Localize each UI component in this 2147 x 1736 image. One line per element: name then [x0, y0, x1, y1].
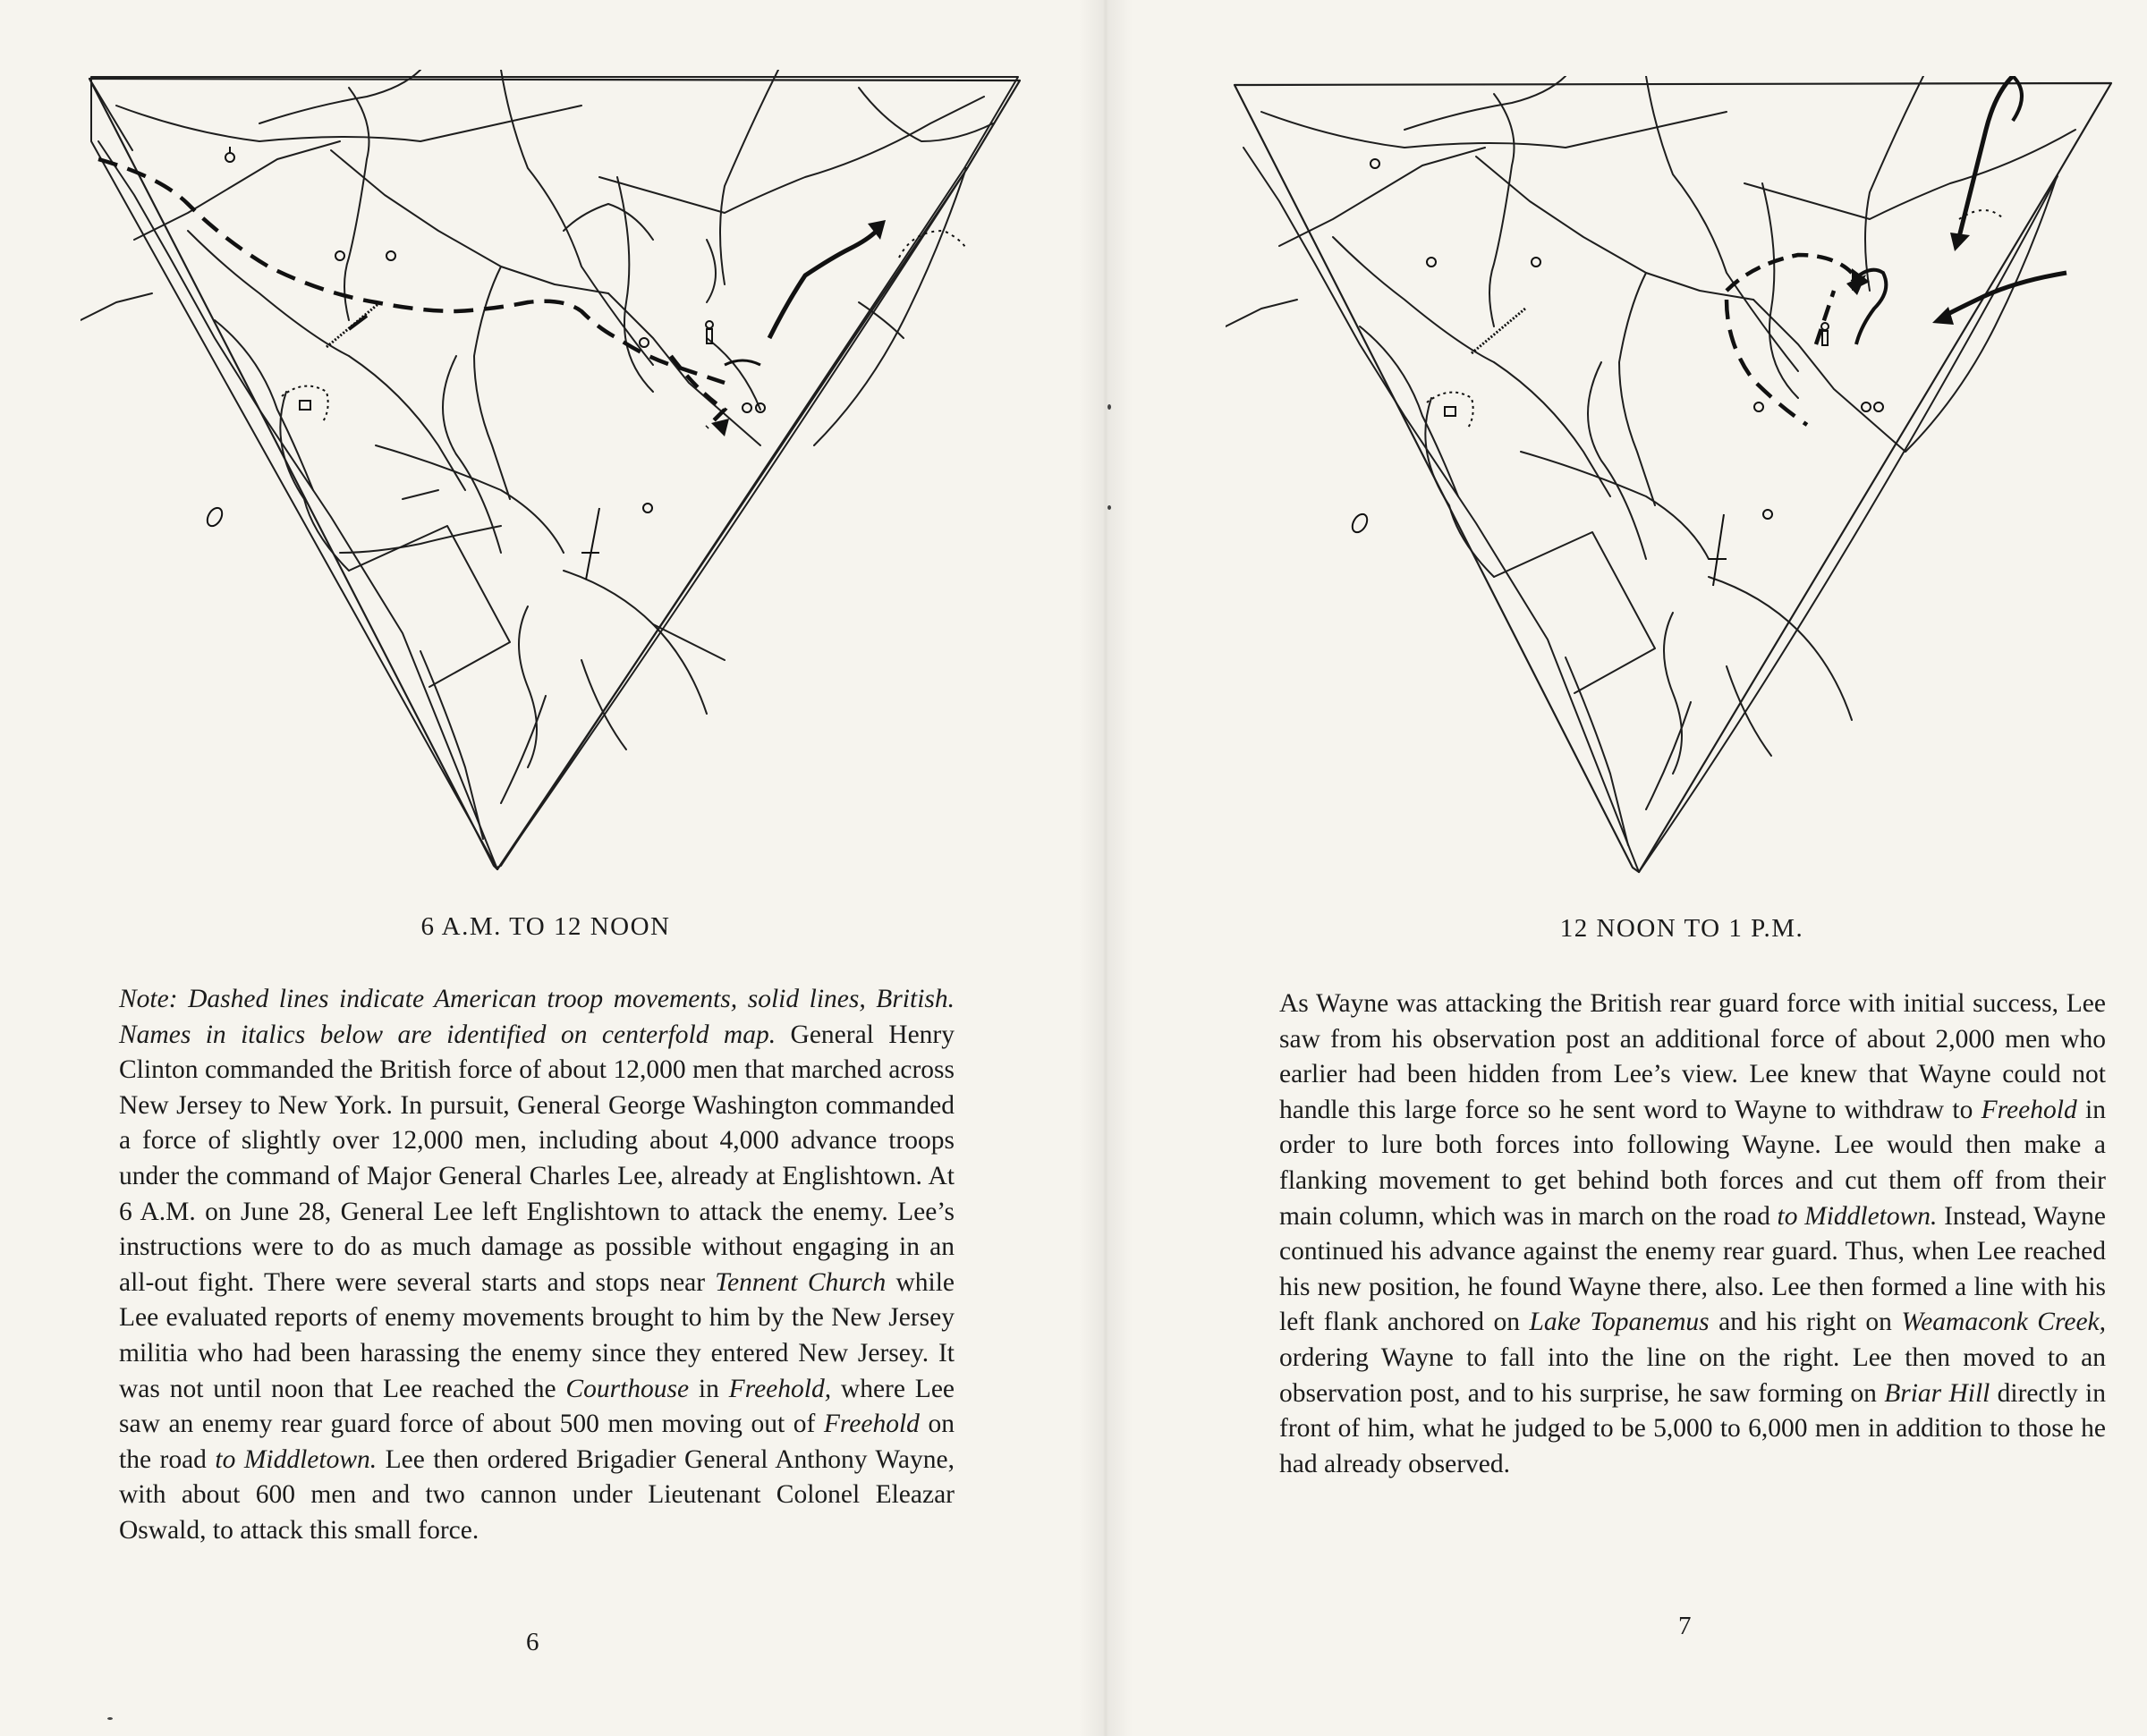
text-run: where Lee saw an enemy rear guard force of about 500 men moving out of — [119, 1374, 955, 1439]
map-road — [1333, 237, 1494, 362]
page-number-right: 7 — [1678, 1612, 1692, 1640]
map-road — [581, 660, 626, 749]
map-road — [1744, 130, 2075, 219]
text-run: in — [689, 1374, 729, 1403]
map-road — [501, 70, 653, 365]
map-road — [1279, 148, 1485, 246]
map-road — [474, 267, 510, 499]
map-road — [707, 240, 716, 302]
map-road — [188, 231, 349, 356]
map-border — [91, 77, 1018, 868]
lake-marker — [1349, 512, 1370, 535]
american-route — [98, 159, 725, 383]
map-road — [331, 150, 608, 293]
american-arrowhead — [711, 419, 729, 436]
map-caption-left: 6 A.M. TO 12 NOON — [420, 912, 671, 941]
map-road — [344, 88, 369, 320]
map-road — [1521, 452, 1709, 559]
fort-marker — [300, 401, 310, 410]
house-marker — [386, 251, 395, 260]
church-marker — [1371, 159, 1379, 168]
map-left — [81, 70, 1029, 875]
italic-run: to Middletown. — [1777, 1201, 1938, 1231]
map-frame — [89, 79, 1020, 869]
text-run: General Henry Clinton commanded the British force of about 12,000 men that marched across New Jersey to New York. In pursuit, General George Washington commanded a force of slightly over 12,000 men, including about 4,000 advance troops under the command of Major General Charles Lee, already at Englishtown. At 6 A.M. on June 28, General Lee left Englishtown to attack the enemy. Lee’s instructions were to do as much damage as possible without engaging in an all-out fight. There were several starts and stops near — [119, 1020, 955, 1297]
map-road — [116, 106, 581, 141]
text-run: on the road — [119, 1410, 955, 1474]
map-road — [89, 79, 132, 150]
map-road — [1360, 326, 1458, 496]
map-markers — [1349, 159, 2004, 586]
map-road — [443, 356, 501, 553]
italic-run: Lake Topanemus — [1529, 1308, 1710, 1337]
road-marker — [586, 508, 599, 580]
map-road — [720, 70, 778, 284]
map-caption-right: 12 NOON TO 1 P.M. — [1559, 914, 1804, 943]
house-marker — [1427, 258, 1436, 267]
british-arrowhead — [1932, 307, 1954, 325]
map-road — [1588, 362, 1646, 559]
road-marker — [1713, 514, 1724, 586]
map-markers — [204, 147, 966, 580]
italic-run: Freehold, — [728, 1374, 832, 1403]
text-run: ordering Wayne to fall into the line on the right. Lee then moved to an observation post, and to his surprise, he saw forming on — [1279, 1342, 2106, 1408]
map-road — [564, 204, 653, 240]
text-run: in order to lure both forces into following Wayne. Lee would then make a flanking movement to get behind both forces and cut them off from their main column, which was in march on the road — [1279, 1095, 2106, 1231]
hill-marker — [282, 386, 328, 423]
text-run: Instead, Wayne continued his advance against the enemy rear guard. Thus, when Lee reached his new position, he found Wayne there, also. Lee then formed a line with his left flank anchored on — [1279, 1201, 2106, 1337]
map-road — [501, 696, 546, 803]
fort-marker — [1445, 407, 1455, 416]
church-marker — [225, 153, 234, 162]
house-marker — [335, 251, 344, 260]
italic-run: Freehold — [1981, 1095, 2077, 1124]
map-road — [134, 141, 340, 240]
map-road — [1226, 300, 1297, 326]
american-route — [1727, 300, 1807, 425]
left-page-text — [119, 982, 955, 1549]
house-marker — [743, 403, 751, 412]
house-marker — [1754, 402, 1763, 411]
map-road — [564, 571, 707, 714]
courthouse-marker — [1822, 331, 1828, 345]
map-road — [1425, 398, 1494, 577]
map-road — [1709, 577, 1852, 720]
map-road — [1261, 112, 1727, 148]
british-route — [1959, 76, 2013, 237]
text-run: while Lee evaluated reports of enemy movements brought to him by the New Jersey militia who had been harassing the enemy since they entered New Jersey. It was not until noon that Lee reached the — [119, 1267, 955, 1403]
american-route — [1727, 255, 1852, 291]
courthouse-marker — [707, 329, 712, 343]
house-marker — [643, 504, 652, 512]
house-marker — [640, 338, 649, 347]
map-road — [280, 392, 349, 571]
italic-run: Note: Dashed lines indicate American troop movements, solid lines, British. Names in italics below are identified on centerfold map. — [119, 985, 955, 1049]
map-road — [1476, 157, 1753, 300]
map-road — [1494, 532, 1655, 693]
text-run: As Wayne was attacking the British rear guard force with initial success, Lee saw from his observation post an additional force of about 2,000 men who earlier had been hidden from Lee’s view. Lee knew that Wayne could not handle this large force so he sent word to Wayne to withdraw to — [1279, 989, 2106, 1124]
british-route-small — [725, 360, 760, 365]
american-route — [1816, 291, 1834, 344]
paper-speck — [1107, 505, 1111, 510]
house-marker — [1874, 402, 1883, 411]
map-road — [340, 526, 501, 553]
map-road — [1646, 76, 1798, 371]
italic-run: Tennent Church — [715, 1267, 887, 1297]
paper-speck — [107, 1717, 113, 1720]
map-right — [1226, 76, 2120, 881]
map-basemap — [1226, 76, 2111, 872]
paper-speck — [1107, 404, 1111, 410]
british-route — [769, 231, 877, 338]
italic-run: Briar Hill — [1884, 1378, 1990, 1408]
map-road — [1619, 273, 1655, 505]
map-road — [349, 526, 510, 687]
map-road — [1489, 94, 1515, 326]
text-run: and his right on — [1709, 1308, 1902, 1337]
italic-run: Freehold — [823, 1410, 920, 1439]
map-road — [1566, 657, 1628, 845]
map-road — [1865, 76, 1923, 291]
map-road — [403, 490, 438, 499]
italic-run: Weamaconk Creek, — [1901, 1308, 2106, 1337]
map-road — [814, 168, 966, 445]
house-marker — [1862, 402, 1871, 411]
house-marker — [1532, 258, 1540, 267]
right-page-text — [1279, 987, 2106, 1482]
hill-marker — [1427, 393, 1473, 429]
british-arrowhead — [1950, 233, 1970, 251]
map-road — [653, 624, 725, 660]
fence-marker — [1472, 309, 1525, 353]
map-road — [599, 97, 984, 213]
italic-run: Courthouse — [565, 1374, 690, 1403]
map-frame — [1235, 83, 2111, 872]
text-run: directly in front of him, what he judged to be 5,000 to 6,000 men in addition to those he had already observed. — [1279, 1378, 2106, 1478]
map-road — [859, 88, 993, 141]
map-road — [707, 338, 760, 410]
map-road — [215, 320, 313, 490]
house-marker — [1763, 510, 1772, 519]
map-road — [1646, 702, 1691, 809]
map-road — [1753, 300, 1905, 452]
map-road — [81, 293, 152, 320]
map-road — [1727, 666, 1771, 756]
book-gutter — [1079, 0, 1133, 1736]
italic-run: to Middletown. — [215, 1444, 378, 1474]
text-run: Lee then ordered Brigadier General Anthony Wayne, with about 600 men and two cannon under Lieutenant Colonel Eleazar Oswald, to attack this small force. — [119, 1444, 955, 1545]
lake-marker — [204, 505, 225, 529]
page-number-left: 6 — [526, 1628, 539, 1656]
british-route — [1941, 273, 2066, 318]
map-basemap — [81, 70, 1020, 869]
